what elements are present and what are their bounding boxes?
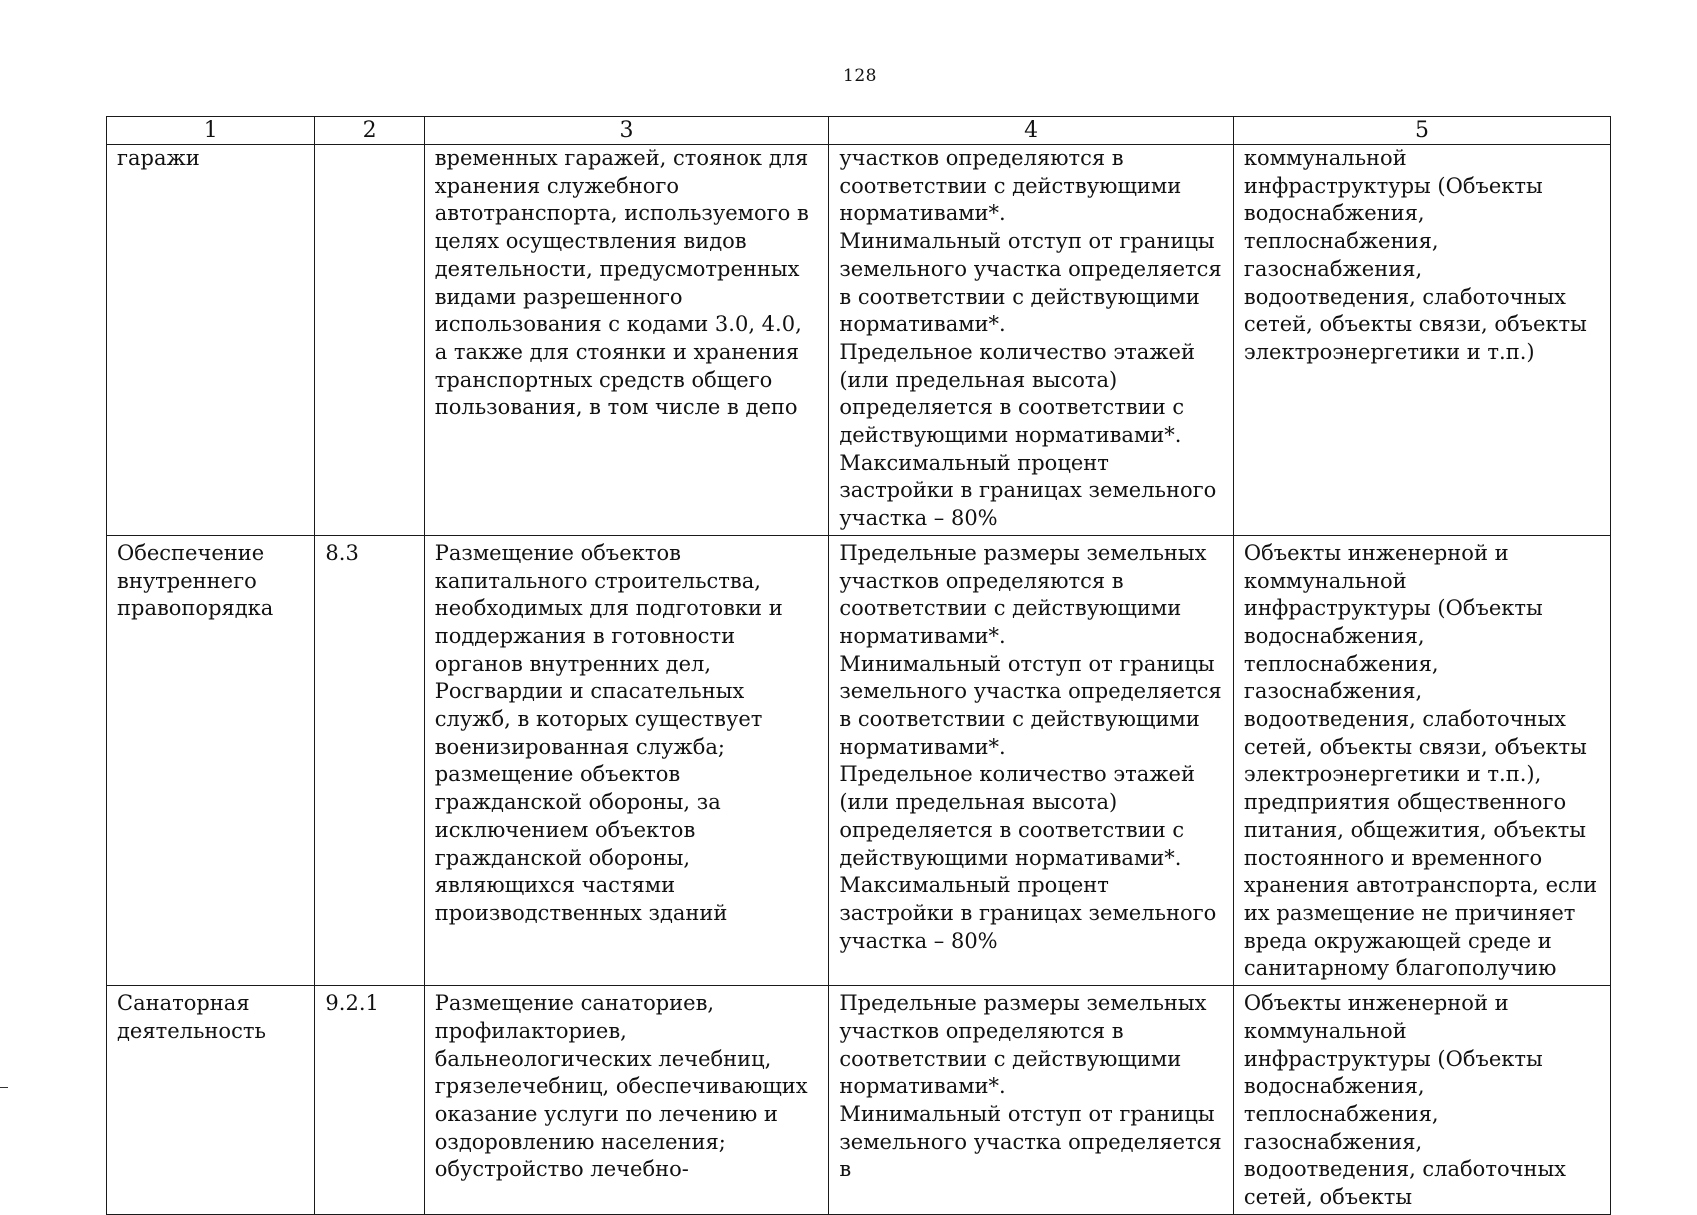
column-number-4: 4 bbox=[829, 117, 1234, 145]
column-number-2: 2 bbox=[315, 117, 424, 145]
use-type-code: 9.2.1 bbox=[315, 986, 424, 1215]
column-number-1: 1 bbox=[107, 117, 315, 145]
land-use-table bbox=[106, 116, 1611, 1215]
building-parameters: участков определяются в соответствии с действующими нормативами*. Минимальный отступ от границы земельного участка определяется в соответствии с действующими нормативами*. Предельное количество этажей (или предельная высота) определяется в соответствии с действующими нормативами*. Максимальный процент застройки в границах земельного участка – 80% bbox=[829, 145, 1234, 536]
building-parameters: Предельные размеры земельных участков определяются в соответствии с действующими нормативами*. Минимальный отступ от границы земельного участка определяется в соответствии с действующими нормативами*. Предельное количество этажей (или предельная высота) определяется в соответствии с действующими нормативами*. Максимальный процент застройки в границах земельного участка – 80% bbox=[829, 535, 1234, 985]
use-type-name: Обеспечение внутреннего правопорядка bbox=[107, 535, 315, 985]
table-row bbox=[107, 986, 1611, 1215]
page-number: 128 bbox=[843, 66, 877, 86]
auxiliary-uses: Объекты инженерной и коммунальной инфраструктуры (Объекты водоснабжения, теплоснабжения, газоснабжения, водоотведения, слаботочных сетей, объекты bbox=[1233, 986, 1610, 1215]
use-type-description: Размещение санаториев, профилакториев, бальнеологических лечебниц, грязелечебниц, обеспечивающих оказание услуги по лечению и оздоровлению населения; обустройство лечебно- bbox=[424, 986, 829, 1215]
use-type-name: Санаторная деятельность bbox=[107, 986, 315, 1215]
use-type-name: гаражи bbox=[107, 145, 315, 536]
margin-mark bbox=[0, 1087, 8, 1088]
use-type-code: 8.3 bbox=[315, 535, 424, 985]
auxiliary-uses: Объекты инженерной и коммунальной инфраструктуры (Объекты водоснабжения, теплоснабжения, газоснабжения, водоотведения, слаботочных сетей, объекты связи, объекты электроэнергетики и т.п.), предприятия общественного питания, общежития, объекты постоянного и временного хранения автотранспорта, если их размещение не причиняет вреда окружающей среде и санитарному благополучию bbox=[1233, 535, 1610, 985]
column-number-5: 5 bbox=[1233, 117, 1610, 145]
auxiliary-uses: коммунальной инфраструктуры (Объекты водоснабжения, теплоснабжения, газоснабжения, водоотведения, слаботочных сетей, объекты связи, объекты электроэнергетики и т.п.) bbox=[1233, 145, 1610, 536]
use-type-description: временных гаражей, стоянок для хранения служебного автотранспорта, используемого в целях осуществления видов деятельности, предусмотренных видами разрешенного использования с кодами 3.0, 4.0, а также для стоянки и хранения транспортных средств общего пользования, в том числе в депо bbox=[424, 145, 829, 536]
table-row bbox=[107, 535, 1611, 985]
table-row bbox=[107, 145, 1611, 536]
building-parameters: Предельные размеры земельных участков определяются в соответствии с действующими нормативами*. Минимальный отступ от границы земельного участка определяется в bbox=[829, 986, 1234, 1215]
use-type-code bbox=[315, 145, 424, 536]
column-number-3: 3 bbox=[424, 117, 829, 145]
column-number-row bbox=[107, 117, 1611, 145]
use-type-description: Размещение объектов капитального строительства, необходимых для подготовки и поддержания в готовности органов внутренних дел, Росгвардии и спасательных служб, в которых существует военизированная служба; размещение объектов гражданской обороны, за исключением объектов гражданской обороны, являющихся частями производственных зданий bbox=[424, 535, 829, 985]
